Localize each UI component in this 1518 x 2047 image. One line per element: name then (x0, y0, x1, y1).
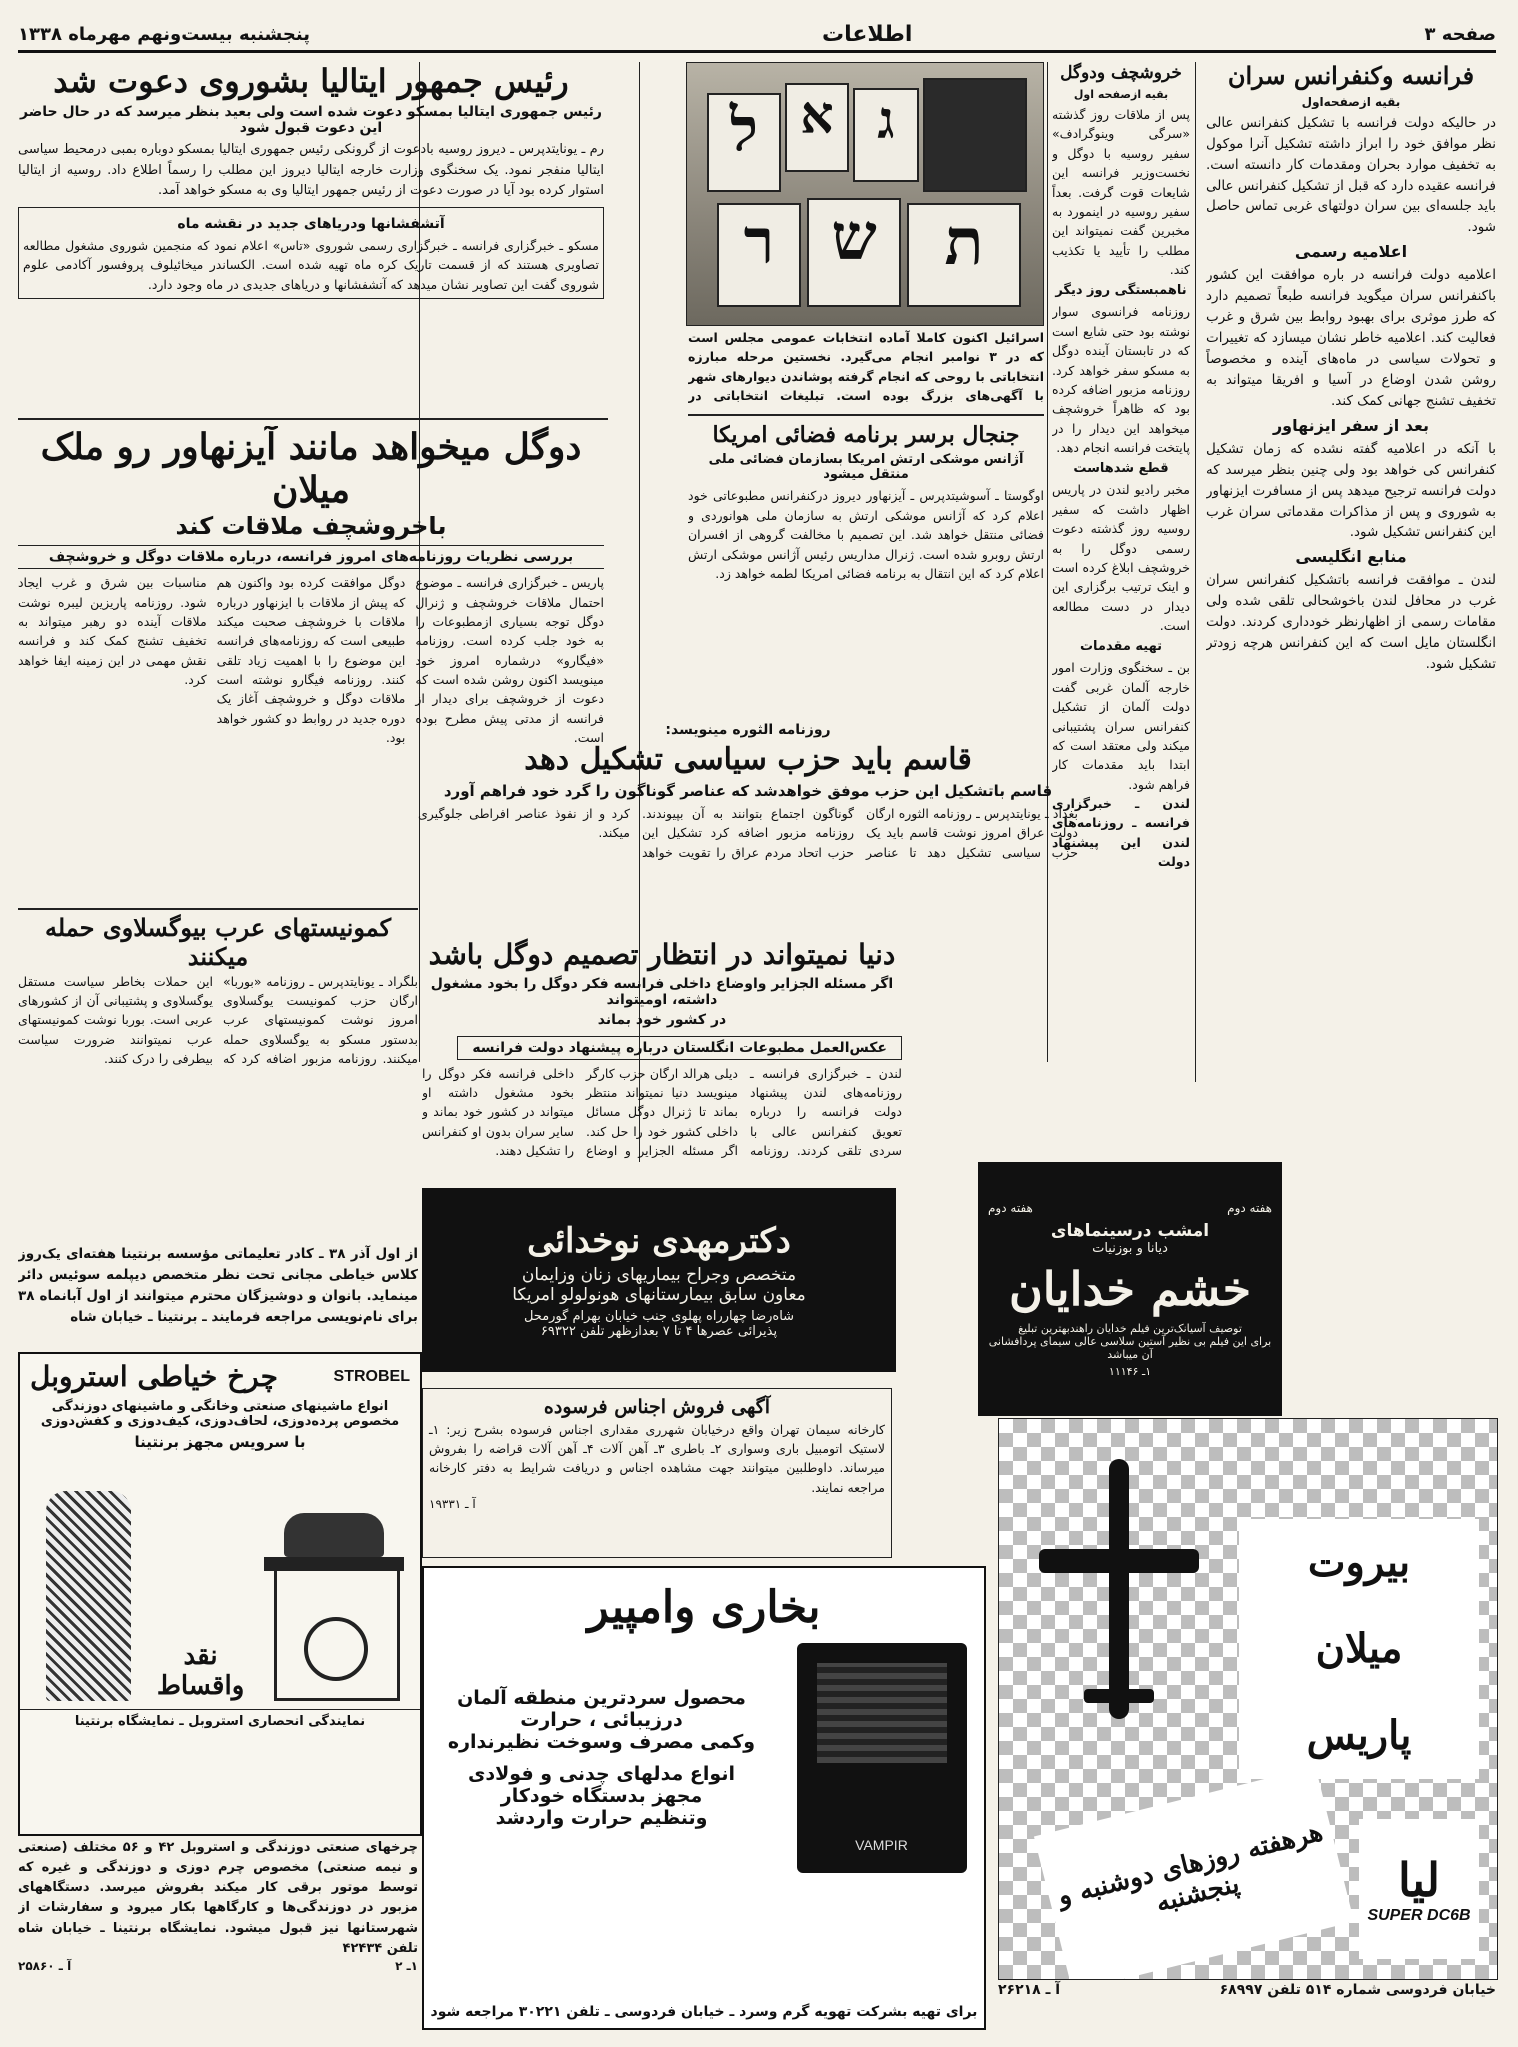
subheading: منابع انگلیسی (1295, 547, 1407, 567)
poster-portrait (923, 78, 1027, 192)
article-body: پاریس ـ خبرگزاری فرانسه ـ موضوع احتمال ملاقات خروشچف و ژنرال دوگل توجه بسیاری ازمطبوعات را به خود جلب کرده است. روزنامه «فیگارو» درشماره امروز خود مینویسد اکنون روشن شده است که دعوت از خروشچف برای دیدار از فرانسه از مدتی پیش مطرح بوده است. (415, 575, 604, 746)
newspaper-name: اطلاعات (822, 21, 913, 47)
machine-wheel (304, 1617, 368, 1681)
poster (907, 203, 1021, 307)
ad-price: نقد واقساط (156, 1641, 245, 1701)
subheading: قطع شدهاست (1073, 461, 1169, 477)
ad-agent: نمایندگی انحصاری استروبل ـ نمایشگاه برنتینا (20, 1709, 420, 1729)
ad-code: آ ـ ۲۵۸۶۰ (18, 1958, 72, 1973)
headline: فرانسه وکنفرانس سران (1227, 62, 1475, 90)
article-footer: لندن ـ خبرگزاری فرانسه ـ روزنامه‌های لندن این پیشنهاد دولت (1052, 796, 1190, 870)
machine-head (284, 1513, 384, 1557)
ad-vampir-heater (422, 1566, 986, 2030)
article-body: بلگراد ـ یونایتدپرس ـ روزنامه «بوربا» ارگان حزب کمونیست یوگسلاوی امروز نوشت کمونیستهای عرب بدستور مسکو به یوگسلاوی حمله میکنند. روزنامه مزبور اضافه کرد که این حملات بخاطر سیاست مستقل یوگسلاوی و پشتیبانی آن از کشورهای عربی است. بوربا نوشت کمونیستهای عرب نمیتوانند ضرورت سیاست بیطرفی را درک کنند. (18, 973, 418, 1067)
poster (785, 83, 849, 172)
heater-brand: VAMPIR (855, 1837, 908, 1853)
ad-cinema-wrath-of-gods (978, 1162, 1282, 1416)
article-body: مناسبات بین شرق و غرب ایجاد شود. روزنامه پاریزین لیبره نوشت ملاقات آینده دو رهبر میتواند به تخفیف تشنج کمک کند و فرانسه نقش مهمی در این زمینه ایفا خواهد کرد. (18, 575, 207, 688)
schedule-panel (1034, 1766, 1354, 1980)
sidebar-box-moon (18, 207, 604, 299)
article-space-program (688, 422, 1044, 722)
knitted-vest (46, 1491, 131, 1701)
sewing-machine-illustration (264, 1461, 400, 1701)
headline: کمونیستهای عرب بیوگسلاوی حمله میکنند (18, 908, 418, 972)
airline-logo: لیا (1398, 1853, 1440, 1907)
city-name: پاریس (1306, 1712, 1412, 1760)
article-body: روزنامه فرانسوی سوار نوشته بود حتی شایع است که در تابستان آینده دوگل به مسکو سفر خواهد کرد. روزنامه مزبور اضافه کرده بود که ظاهراً خروشچف میخواهد این دیدار را در پایتخت فرانسه انجام دهد. (1052, 304, 1190, 456)
page-number: صفحه ۳ (1424, 23, 1496, 45)
ad-codes (18, 1959, 418, 1973)
airplane-fuselage (1109, 1459, 1129, 1719)
airplane-wing (1039, 1549, 1199, 1573)
article-world-wait (422, 938, 902, 1178)
flight-schedule: هرهفته روزهای دوشنبه و پنجشنبه (1054, 1817, 1326, 1919)
ad-airline (998, 1418, 1498, 1980)
aircraft-model: SUPER DC6B (1367, 1907, 1471, 1924)
subheading: اعلامیه رسمی (1294, 242, 1408, 262)
ad-line: محصول سردترین منطقه آلمان درزیبائی ، حرارت (457, 1687, 746, 1731)
article-body: دوگل موافقت کرده بود واکنون هم که پیش از ملاقات با ایزنهاور درباره ملاقات با خروشچف صحبت میکند طبیعی است که روزنامه‌های فرانسه این موضوع را با اهمیت زیاد تلقی کنند. روزنامه فیگارو نوشته است ملاقات دوگل و خروشچف آغاز یک دوره جدید در روابط دو کشور خواهد بود. (216, 575, 406, 746)
ad-code: ۱ـ ۲ (395, 1958, 418, 1973)
article-body: بغداد ـ یونایتدپرس ـ روزنامه الثوره ارگان دولت عراق امروز نوشت قاسم باید یک حزب سیاسی تشکیل دهد تا عناصر گوناگون اجتماع بتوانند به آن بپیوندند. روزنامه مزبور اضافه کرد تشکیل این حزب اتحاد مردم عراق را تقویت خواهد کرد و از نفوذ عناصر افراطی جلوگیری میکند. (418, 806, 1078, 860)
city-name: بیروت (1307, 1538, 1411, 1586)
ad-body: کارخانه سیمان تهران واقع درخیابان شهرری مقداری اجناس فرسوده بشرح زیر: ۱ـ لاستیک اتومبیل باری وسواری ۲ـ باطری ۳ـ آهن آلات ۴ـ آهن آلات قراضه را بفروش میرساند. داوطلبین میتوانند جهت مشاهده اجناس و دریافت شرایط به دفتر کارخانه مراجعه نمایند. (429, 1421, 885, 1495)
article-body: رم ـ یونایتدپرس ـ دیروز روسیه بادعوت از گرونکی رئیس جمهوری ایتالیا بمسکو دوباره بمبی درمحیط سیاسی ایتالیا منفجر نمود. یک سخنگوی وزارت خارجه ایتالیا دیروز این مطلب را رسماً اطلاع داد. روسیه از ایتالیا استوار کرده بود آیا در صورت دعوت از رئیس جمهور ایتالیا وی به مسکو خواهد آمد. (18, 142, 604, 198)
article-body: پس از ملاقات روز گذشته «سرگی وینوگرادف» سفیر روسیه با دوگل و نخست‌وزیر فرانسه این شایعات قوت گرفت. بعداً سفیر روسیه در اینمورد به مخبرین گفت نمیتواند این مطلب را تأیید یا تکذیب کند. (1052, 107, 1190, 278)
ad-title: آگهی فروش اجناس فرسوده (543, 1396, 771, 1418)
ad-code: آ ـ ۲۶۲۱۸ (998, 1982, 1061, 1998)
ad-title: چرخ خیاطی استروبل (30, 1360, 278, 1393)
ad-address: شاه‌رضا چهارراه پهلوی جنب خیابان بهرام گورمحل (523, 1309, 795, 1324)
ad-line: آن میباشد (1107, 1347, 1153, 1361)
section-rule (688, 414, 1044, 416)
ad-line: برای این فیلم بی نظیر آستین سلاسی عالی سیمای پردافشانی (988, 1334, 1272, 1348)
cinema-names: دیانا و بوزنیات (1092, 1240, 1168, 1256)
article-kasem-party (418, 718, 1078, 928)
brand-latin: STROBEL (333, 1367, 410, 1385)
headline: دنیا نمیتواند در انتظار تصمیم دوگل باشد (428, 938, 896, 971)
heater-grille (817, 1663, 947, 1763)
continued-note: بقیه ازصفحه‌اول (1301, 94, 1401, 109)
article-body: مخبر رادیو لندن در پاریس اظهار داشت که سفیر روسیه روز گذشته دعوت رسمی دوگل را به خروشچف ابلاغ کرده است و اینک ترتیب برگزاری این دیدار در دست مطالعه است. (1052, 482, 1190, 634)
masthead (18, 18, 1496, 53)
ad-line: با سرویس مجهز برنتینا (134, 1433, 306, 1451)
ad-line: توصیف آسیانک‌ترین فیلم خدایان راهندبهترین تبلیغ (1018, 1321, 1242, 1335)
poster-letter: ג (877, 90, 895, 151)
article-france-summit (1206, 62, 1496, 1082)
poster (717, 203, 801, 307)
airline-address: خیابان فردوسی شماره ۵۱۴ تلفن ۶۸۹۹۷ (1219, 1982, 1496, 1998)
price-block (137, 1641, 264, 1701)
subheading: قاسم باتشکیل این حزب موفق خواهدشد که عناصر گوناگون را گرد خود فراهم آورد (443, 782, 1053, 800)
article-arab-communists (18, 908, 418, 1238)
ad-header (20, 1354, 420, 1399)
subheading: اگر مسئله الجزایر واوضاع داخلی فرانسه فکر دوگل را بخود مشغول داشته، اومیتواند (430, 975, 894, 1008)
poster-letter: א (800, 85, 834, 146)
heater-illustration (797, 1643, 967, 1873)
ad-strobel-sewing (18, 1352, 422, 1836)
headline: دوگل میخواهد مانند آیزنهاور رو ملک میلان (40, 426, 582, 512)
poster-letter: ר (743, 205, 775, 278)
ad-line: مخصوص پرده‌دوزی، لحاف‌دوزی، کیف‌دوزی و کفش‌دوزی (40, 1414, 400, 1429)
city-name: میلان (1315, 1625, 1403, 1673)
box-body: مسکو ـ خبرگزاری فرانسه ـ خبرگزاری رسمی شوروی «تاس» اعلام نمود که منجمین شوروی مشغول مطالعه تصاویری هستند که از قسمت تاریک کره ماه تهیه شده است. الکساندر میخائیلوف پروفسور آکادمی علوم شوروی گفت این تصاویر نشان میدهد که آتشفشانها و دریاهای جدیدی در ماه وجود دارد. (23, 237, 599, 292)
poster-letter: ש (831, 200, 877, 275)
source-label: روزنامه الثوره مینویسد: (665, 722, 831, 738)
article-body: با آنکه در اعلامیه گفته نشده که زمان تشکیل کنفرانس کی خواهد بود ولی چنین بنظر میرسد که دولت فرانسه ترجیح میدهد پس از مسافرت ایزنهاور به شوروی و پس از مذاکرات مقدماتی سران غرب این کنفرانس تشکیل شود. (1206, 440, 1496, 541)
ad-body: چرخهای صنعتی دوزندگی و استروبل ۴۲ و ۵۶ مختلف (صنعتی و نیمه صنعتی) مخصوص چرم دوزی و دوزندگی و غیره که توسط موتور برقی کار میکند بفروش میرسد. دستگاههای مزبور در دوزندگی‌ها و کارگاهها بکار میرود و سفارشات از شهرستانها نیز قبول میشود. نمایشگاه برنتینا ـ خیابان شاه تلفن ۴۲۴۳۴ (18, 1840, 418, 1956)
box-heading: آتشفشانها ودریاهای جدید در نقشه ماه (177, 215, 445, 232)
ad-doctor (422, 1188, 896, 1372)
article-body: لندن ـ موافقت فرانسه باتشکیل کنفرانس سران غرب در محافل لندن باخوشحالی تلقی شده ولی مقامات رسمی از اظهارنظر خودداری کردند. دولت انگلستان مایل است که این کنفرانس هرچه زودتر تشکیل شود. (1206, 572, 1496, 673)
ad-line: معاون سابق بیمارستانهای هونولولو امریکا (512, 1285, 806, 1305)
poster (807, 198, 901, 307)
caption-text: اسرائیل اکنون کاملا آماده انتخابات عمومی مجلس است که در ۳ نوامبر انجام می‌گیرد. نخستین مرحله مبارزه انتخاباتی با روحی که انجام گرفته پوشاندن دیوار‌های شهر با آگهی‌های بزرگ بوده است. تبلیغات انتخاباتی در (688, 330, 1044, 404)
ad-line: متخصص وجراح بیماریهای زنان وزایمان (521, 1265, 797, 1285)
article-body: لندن ـ خبرگزاری فرانسه ـ روزنامه‌های لندن پیشنهاد دولت فرانسه را درباره تعویق کنفرانس عالی با سردی تلقی کردند. روزنامه دیلی هرالد ارگان حزب کارگر مینویسد دنیا نمیتواند منتظر بماند تا ژنرال دوگل مسائل داخلی کشور خود را حل کند. اگر مسئله الجزایر و اوضاع داخلی فرانسه فکر دوگل را بخود مشغول داشته او میتواند در کشور خود بماند و سایر سران بدون او کنفرانس را تشکیل دهند. (422, 1065, 902, 1159)
subheading: تهیه مقدمات (1079, 639, 1163, 655)
ad-line: انواع ماشینهای صنعتی وخانگی و ماشینهای دوزندگی (51, 1399, 389, 1414)
ad-hours: پذیرائی عصرها ۴ تا ۷ بعدازظهر تلفن ۶۹۳۲۲ (540, 1324, 778, 1339)
poster-letter: ל (729, 95, 759, 165)
headline: خروشچف ودوگل (1060, 63, 1182, 83)
subheading: رئیس جمهوری ایتالیا بمسکو دعوت شده است ولی بعید بنظر میرسد که در حال حاضر این دعوت قبول شود (20, 104, 602, 137)
doctor-name: دکترمهدی نوخدائی (527, 1221, 791, 1261)
column-rule (1195, 62, 1196, 1082)
overview-line: بررسی نظریات روزنامه‌های امروز فرانسه، درباره ملاقات دوگل و خروشچف (18, 545, 604, 569)
ad-title: بخاری وامپیر (587, 1582, 821, 1633)
continued-note: بقیه ازصفحه اول (1073, 88, 1169, 102)
notice-text: از اول آذر ۳۸ ـ کادر تعلیماتی مؤسسه برنتینا هفته‌ای یک‌روز کلاس خیاطی مجانی تحت نظر متخصص دیپلمه سوئیس دائر مینماید. بانوان و دوشیزگان محترم میتوانند از اول آبانماه ۳۸ برای نام‌نویسی مراجعه فرمایند ـ برنتینا ـ خیابان شاه (18, 1246, 418, 1325)
ad-illustration (20, 1461, 420, 1701)
notice-sewing-class (18, 1244, 418, 1344)
article-body: در حالیکه دولت فرانسه با تشکیل کنفرانس عالی نظر موافق خود را ابراز داشته تشکیل آنرا موکول به تخفیف موارد بحران ومقدمات کار دانسته است. فرانسه عقیده دارد که قبل از تشکیل کنفرانس عالی باید جلسه‌ای بین سران دولتهای غربی تماس حاصل شود. (1206, 114, 1496, 236)
article-body: اعلامیه دولت فرانسه در باره موافقت این کشور باکنفرانس سران میگوید فرانسه طبعاً تصمیم دارد که طرز موثری برای بهبود روابط بین شرق و غرب فعالیت کند. اعلامیه خاطر نشان میسازد که تغییرات و تحولات سیاسی در ماه‌های آینده و مخصوصاً روشن شدن اوضاع در آسیا و افریقا میتواند به تخفیف تشنج جهانی کمک کند. (1206, 267, 1496, 409)
ad-line: وتنظیم حرارت واردشد (495, 1807, 708, 1829)
ad-code: آ ـ ۱۹۳۳۱ (429, 1497, 476, 1512)
ad-auction (422, 1388, 892, 1558)
headline: رئیس جمهور ایتالیا بشوروی دعوت شد (53, 62, 569, 100)
ad-line: انواع مدلهای چدنی و فولادی مجهز بدستگاه خودکار (468, 1763, 735, 1807)
headline: جنجال برسر برنامه فضائی امریکا (712, 422, 1020, 448)
poster-letter: ת (944, 205, 984, 280)
cities-panel (1239, 1519, 1479, 1779)
ad-line: وکمی مصرف وسوخت نظیرنداره (447, 1731, 756, 1753)
week-label: هفته دوم (988, 1200, 1033, 1215)
ad-code: ۱ـ ۱۱۱۴۶ (1108, 1364, 1152, 1378)
ad-tagline: امشب درسینماهای (1050, 1220, 1210, 1241)
article-body: اوگوستا ـ آسوشیتدپرس ـ آیزنهاور دیروز درکنفرانس مطبوعاتی خود اعلام کرد که آژانس موشکی ارتش به سازمان ملی هوانوردی و فضائی منتقل خواهد شد. این تصمیم با مخالفت گروهی از افسران ارتش روبرو شده است. ژنرال مداریس رئیس آژانس موشکی ارتش اعلام کرد که این انتقال به برنامه فضائی امریکا لطمه خواهد زد. (688, 488, 1044, 581)
subheading: در کشور خود بماند (597, 1011, 727, 1028)
article-body: بن ـ سخنگوی وزارت امور خارجه آلمان غربی گفت دولت آلمان از تشکیل کنفرانس سران پشتیبانی میکند ولی معتقد است که ابتدا باید مقدمات کار فراهم شود. (1052, 660, 1190, 792)
airplane-tail (1084, 1689, 1154, 1703)
airline-logo-panel (1359, 1819, 1479, 1959)
photo-caption (688, 328, 1044, 408)
poster (707, 93, 781, 192)
vest-illustration (40, 1481, 137, 1701)
ad-header (980, 1201, 1280, 1215)
boxed-subheading: عکس‌العمل مطبوعات انگلستان درباره پیشنهاد دولت فرانسه (457, 1036, 902, 1060)
machine-table (264, 1557, 404, 1571)
subheadline: باخروشچف ملاقات کند (175, 512, 447, 541)
subheading: آژانس موشکی ارتش امریکا بسازمان فضائی ملی منتقل میشود (708, 452, 1024, 483)
subheading: بعد از سفر ایزنهاور (1272, 415, 1430, 435)
ad-footer: برای تهیه بشرکت تهویه گرم وسرد ـ خیابان فردوسی ـ تلفن ۳۰۲۲۱ مراجعه شود (430, 2004, 978, 2020)
article-italy-president (18, 62, 604, 402)
ad-content (424, 1643, 984, 1873)
section-rule (18, 418, 608, 420)
headline: قاسم باید حزب سیاسی تشکیل دهد (524, 742, 972, 777)
ad-airline-footer (998, 1982, 1496, 1998)
ad-strobel-text (18, 1838, 418, 2028)
week-label: هفته دوم (1227, 1200, 1272, 1215)
ad-copy (442, 1687, 762, 1829)
election-posters-photo (686, 62, 1044, 326)
film-title: خشم خدایان (1008, 1261, 1252, 1316)
subheading: ناهمبستگی روز دیگر (1055, 283, 1187, 299)
airplane-icon (1039, 1459, 1199, 1719)
poster (853, 88, 919, 182)
issue-date: پنجشنبه بیست‌ونهم مهرماه ۱۳۳۸ (18, 23, 310, 45)
